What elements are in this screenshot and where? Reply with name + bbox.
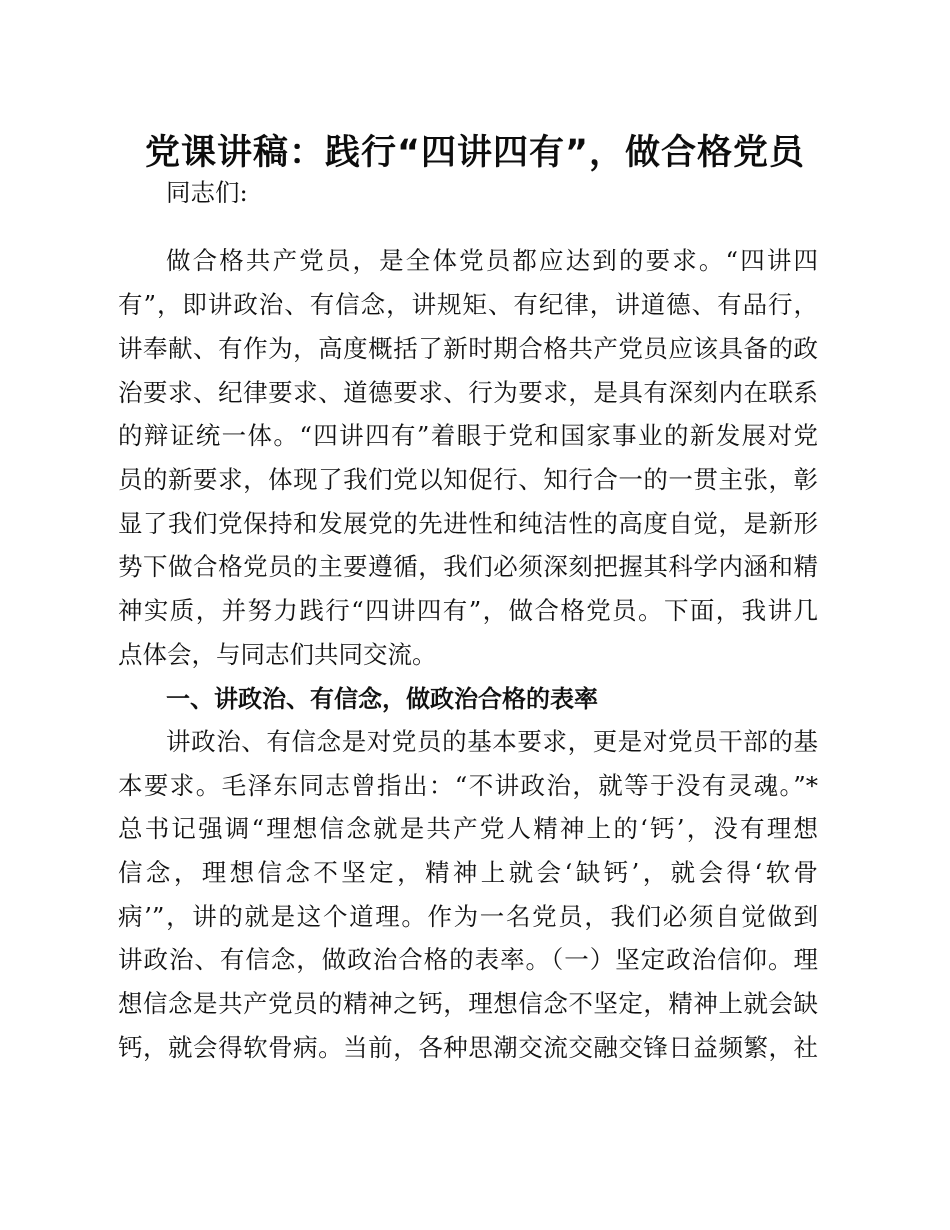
paragraph-line: 讲奉献、有作为，高度概括了新时期合格共产党员应该具备的政 — [118, 334, 818, 363]
paragraph-line: 点体会，与同志们共同交流。 — [118, 640, 437, 669]
paragraph-line: 的辩证统一体。“四讲四有”着眼于党和国家事业的新发展对党 — [118, 421, 818, 450]
paragraph-line: 讲政治、有信念，做政治合格的表率。（一）坚定政治信仰。理 — [118, 945, 818, 974]
paragraph-line: 有”，即讲政治、有信念，讲规矩、有纪律，讲道德、有品行， — [118, 290, 818, 319]
paragraph-line: 员的新要求，体现了我们党以知促行、知行合一的一贯主张，彰 — [118, 465, 818, 494]
section-heading: 一、讲政治、有信念，做政治合格的表率 — [166, 685, 598, 713]
paragraph-line: 钙，就会得软骨病。当前，各种思潮交流交融交锋日益频繁，社 — [118, 1033, 818, 1062]
paragraph-line: 做合格共产党员，是全体党员都应达到的要求。“四讲四 — [166, 246, 818, 275]
greeting: 同志们: — [166, 178, 248, 207]
paragraph-line: 神实质，并努力践行“四讲四有”，做合格党员。下面，我讲几 — [118, 596, 818, 625]
paragraph-line: 显了我们党保持和发展党的先进性和纯洁性的高度自觉，是新形 — [118, 509, 818, 538]
document-title: 党课讲稿：践行“四讲四有”，做合格党员 — [144, 133, 805, 173]
paragraph-line: 治要求、纪律要求、道德要求、行为要求，是具有深刻内在联系 — [118, 378, 818, 407]
paragraph-line: 本要求。毛泽东同志曾指出：“不讲政治，就等于没有灵魂。”* — [118, 771, 818, 800]
paragraph-line: 讲政治、有信念是对党员的基本要求，更是对党员干部的基 — [166, 727, 818, 756]
paragraph-line: 势下做合格党员的主要遵循，我们必须深刻把握其科学内涵和精 — [118, 552, 818, 581]
paragraph-line: 想信念是共产党员的精神之钙，理想信念不坚定，精神上就会缺 — [118, 989, 818, 1018]
paragraph-line: 信念，理想信念不坚定，精神上就会‘缺钙’，就会得‘软骨 — [118, 858, 818, 887]
paragraph-line: 病’”，讲的就是这个道理。作为一名党员，我们必须自觉做到 — [118, 902, 818, 931]
paragraph-line: 总书记强调“理想信念就是共产党人精神上的‘钙’，没有理想 — [118, 814, 818, 843]
